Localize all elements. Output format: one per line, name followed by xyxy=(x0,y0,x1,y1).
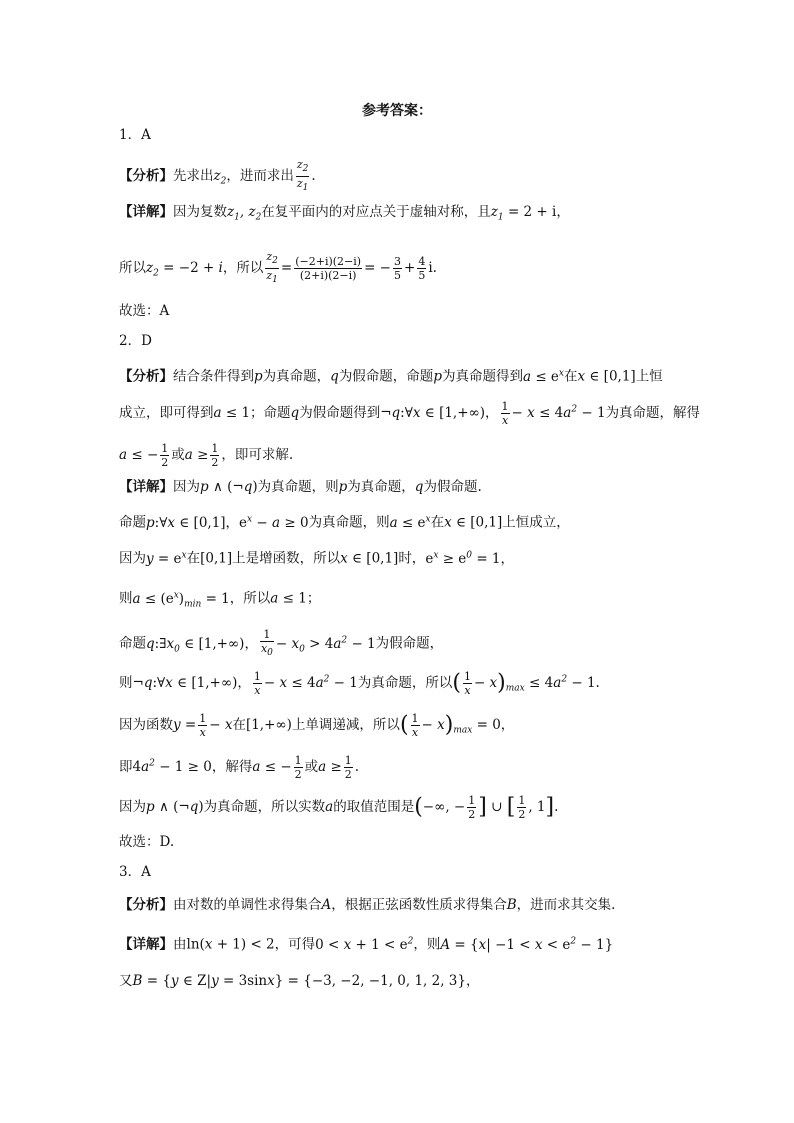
text: 因为函数 xyxy=(119,717,173,733)
text: 在 xyxy=(232,717,246,733)
text: 因为 xyxy=(119,799,146,815)
text: 命题 xyxy=(119,635,146,652)
text: = − xyxy=(364,260,391,277)
fraction-denominator: (2+i)(2−i) xyxy=(299,269,357,283)
text: 为真命题得到 xyxy=(441,368,523,385)
text: 为真命题， xyxy=(347,479,415,495)
analysis-tag: 【分析】 xyxy=(119,897,173,913)
text: ，即可求解. xyxy=(221,447,294,463)
text: 的取值范围是 xyxy=(333,799,415,815)
q2-negation: 则¬q:∀x ∈ [1,+∞)， $\frac{1}{x}$ − $x \le 4a^2 - 1$为真命题，所以( $\frac{1}{x}$ − $x)_{max} \le 4a^2 - 1$. xyxy=(119,670,600,697)
q3-detail: 【详解】由ln(x + 1) < 2，可得$0 < x + 1 < e^2$，则$A = \{x| -1 < x < e^2 - 1\}$ xyxy=(119,936,614,953)
detail-tag: 【详解】 xyxy=(119,204,173,220)
q2-analysis-line3: a ≤ − $\frac{1}{2}$ 或a ≥ $\frac{1}{2}$ ，即可求解. xyxy=(119,442,294,469)
q1-solution: 所以$z_2 = -2 + i$，所以 $\frac{z_2}{z_1}$ = $\frac{(-2+i)(2-i)}{(2+i)(2-i)}$ = − $\frac{3}{5}$ + $\frac{4}{5}$ i. xyxy=(119,250,437,286)
text: 因为 xyxy=(173,479,200,495)
text: ，所以 xyxy=(222,260,264,277)
analysis-tag: 【分析】 xyxy=(119,168,173,185)
text: 为真命题，则 xyxy=(257,479,339,495)
text: 为假命题. xyxy=(423,479,482,495)
q1-answer: 故选：A xyxy=(119,303,170,319)
text: 上是增函数，所以 xyxy=(232,550,341,567)
text: ， xyxy=(465,973,480,989)
text: 因为 xyxy=(119,550,146,567)
text: ，解得 xyxy=(211,759,253,775)
q3-set-b: 又B = {y ∈ Z|y = 3sinx} = {−3, −2, −1, 0, 1, 2, 3}， xyxy=(119,973,480,989)
text: 所以 xyxy=(119,260,146,277)
q2-analysis-line2: 成立，即可得到a ≤ 1；命题q为假命题得到¬q:∀x ∈ [1,+∞)， $\frac{1}{x}$ − $x \le 4a^2 - 1$为真命题，解得 xyxy=(119,400,701,427)
q2-number: 2．D xyxy=(119,333,152,349)
text: 上恒成立， xyxy=(502,514,570,531)
q1-detail: 【详解】因为复数$z_1$, $z_2$在复平面内的对应点关于虚轴对称，且$z_1 = 2 + i$， xyxy=(119,204,570,223)
q3-analysis: 【分析】由对数的单调性求得集合A，根据正弦函数性质求得集合B，进而求其交集. xyxy=(119,897,616,913)
text: ，进而求其交集. xyxy=(516,897,616,913)
text: ，则 xyxy=(413,936,441,953)
text: 即 xyxy=(119,759,133,775)
text: 为真命题，解得 xyxy=(605,405,701,421)
text: 在 xyxy=(563,368,578,385)
q2-analysis-line1: 【分析】结合条件得到p为真命题，q为假命题，命题p为真命题得到$a \le e^x$在x ∈ [0,1]上恒 xyxy=(119,368,663,385)
q2-increasing: 因为$y = e^x$在[0,1]上是增函数，所以x ∈ [0,1]时，$e^x \ge e^0 = 1$， xyxy=(119,550,515,567)
text: 为真命题，所以 xyxy=(357,675,453,691)
q2-detail: 【详解】因为p ∧ (¬q)为真命题，则p为真命题，q为假命题. xyxy=(119,479,482,495)
text: 则 xyxy=(119,675,133,691)
text: 为真命题，所以实数 xyxy=(203,799,326,815)
text: 在 xyxy=(430,514,445,531)
q2-answer: 故选：D. xyxy=(119,834,175,850)
text: ，可得 xyxy=(274,936,316,953)
text: 为真命题， xyxy=(262,368,331,385)
text: ，所以 xyxy=(229,590,271,607)
text: ；命题 xyxy=(250,405,291,421)
q1-analysis: 【分析】先求出$z_2$，进而求出 $\frac{z_2}{z_1}$ . xyxy=(119,158,316,194)
text: 时， xyxy=(398,550,426,567)
q2-min: 则$a \le (e^x)_{min} = 1$，所以a ≤ 1； xyxy=(119,590,321,610)
text: 在复平面内的对应点关于虚轴对称，且 xyxy=(261,204,491,220)
text: 或 xyxy=(304,759,319,775)
page-title: 参考答案： xyxy=(362,103,432,119)
q2-solve: 即$4a^2 - 1 \ge 0$，解得a ≤ − $\frac{1}{2}$ 或a ≥ $\frac{1}{2}$ . xyxy=(119,754,360,781)
text: 命题 xyxy=(119,514,146,531)
text: 或 xyxy=(171,447,185,463)
text: 因为复数 xyxy=(173,204,227,220)
text: 为假命题，命题 xyxy=(338,368,434,385)
q3-number: 3．A xyxy=(119,864,151,880)
analysis-tag: 【分析】 xyxy=(119,368,173,385)
text: 由 xyxy=(173,936,187,953)
q2-proposition-q: 命题$q:\exists x_0$ ∈ [1,+∞)， $\frac{1}{x_0}$ − $x_0 > 4a^2 - 1$为假命题， xyxy=(119,628,444,659)
q1-number: 1．A xyxy=(119,127,151,143)
fraction-numerator: (−2+i)(2−i) xyxy=(295,255,362,269)
q2-decreasing: 因为函数y = $\frac{1}{x}$ − x在[1,+∞)上单调递减，所以( $\frac{1}{x}$ − $x)_{max} = 0$， xyxy=(119,712,515,739)
text: ，进而求出 xyxy=(226,168,294,185)
detail-tag: 【详解】 xyxy=(119,479,173,495)
text: 又 xyxy=(119,973,133,989)
text: 则 xyxy=(119,590,133,607)
text: 结合条件得到 xyxy=(173,368,254,385)
q2-range: 因为p ∧ (¬q)为真命题，所以实数a的取值范围是(−∞, − $\frac{1}{2}$ ] ∪ [ $\frac{1}{2}$ , 1]. xyxy=(119,794,559,821)
text: 为假命题， xyxy=(375,635,444,652)
text: 上单调递减，所以 xyxy=(291,717,400,733)
text: 成立，即可得到 xyxy=(119,405,214,421)
text: 由对数的单调性求得集合 xyxy=(173,897,322,913)
text: 为真命题，则 xyxy=(308,514,390,531)
text: 先求出 xyxy=(173,168,214,185)
text: ，根据正弦函数性质求得集合 xyxy=(331,897,507,913)
q2-proposition-p: 命题p:∀x ∈ [0,1]，$e^x - a \ge 0$为真命题，则$a \le e^x$在x ∈ [0,1]上恒成立， xyxy=(119,514,570,531)
text: 上恒 xyxy=(635,368,663,385)
text: 为假命题得到 xyxy=(299,405,381,421)
text: ， xyxy=(556,204,570,220)
detail-tag: 【详解】 xyxy=(119,936,173,953)
text: 在 xyxy=(186,550,201,567)
